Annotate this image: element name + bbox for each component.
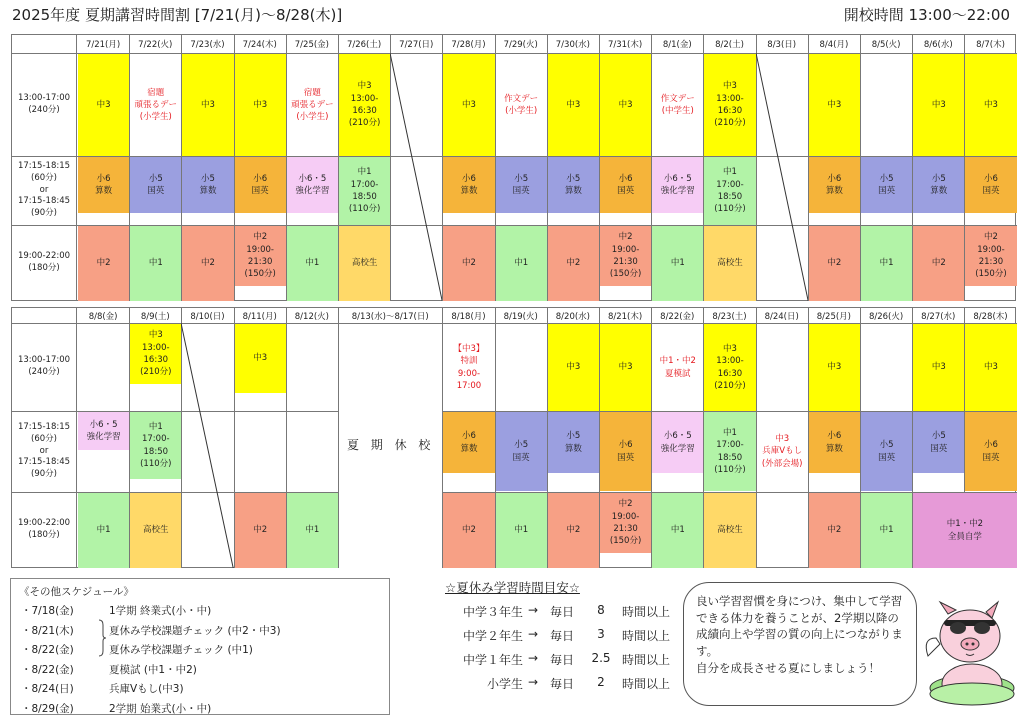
- class-cell: 高校生: [130, 493, 181, 568]
- class-cell: 中2: [182, 226, 233, 301]
- date-header: 7/24(木): [242, 40, 277, 50]
- date-header: 8/22(金): [660, 311, 695, 322]
- class-cell: 小6・5 強化学習: [287, 157, 338, 213]
- class-cell: 小6 算数: [443, 157, 494, 213]
- class-cell: 中1: [496, 226, 547, 301]
- summer-closure-label: 夏 期 休 校: [339, 324, 442, 568]
- date-header: 8/10(日): [190, 311, 225, 322]
- class-cell: 中1: [496, 493, 547, 568]
- guide-hours: 8: [597, 603, 605, 617]
- guide-grade: 中学２年生: [462, 629, 523, 643]
- date-header: 8/4(月): [819, 40, 849, 50]
- date-header: 7/25(金): [294, 40, 329, 50]
- class-cell: 小6 算数: [809, 157, 860, 213]
- schedule-desc: 1学期 終業式(小・中): [109, 605, 212, 617]
- class-cell: 中3: [235, 54, 286, 156]
- guide-unit: 時間以上: [622, 605, 671, 619]
- date-header: 8/27(水): [921, 311, 956, 322]
- page-title: 2025年度 夏期講習時間割 [7/21(月)～8/28(木)]: [12, 6, 343, 24]
- class-cell: 中2 19:00- 21:30 (150分): [600, 493, 651, 553]
- class-cell: 小6 国英: [235, 157, 286, 213]
- open-hours: 開校時間 13:00～22:00: [843, 6, 1010, 24]
- date-header: 8/3(日): [767, 40, 797, 50]
- date-header: 7/26(土): [346, 40, 382, 50]
- guide-freq: 毎日: [550, 629, 575, 643]
- date-header: 8/28(木): [973, 311, 1008, 322]
- date-header: 7/21(月): [85, 40, 121, 50]
- class-cell: 中3: [182, 54, 233, 156]
- class-cell: 宿題 頑張るデー (小学生): [134, 87, 178, 123]
- schedule-date: ・8/21(木): [21, 624, 74, 637]
- study-guide-title: ☆夏休み学習時間目安☆: [445, 580, 580, 595]
- class-cell: 中1 17:00- 18:50 (110分): [704, 157, 755, 225]
- other-schedule-box: [10, 578, 390, 715]
- date-header: 7/31(木): [607, 40, 643, 50]
- date-header: 7/30(水): [555, 40, 590, 50]
- class-cell: 中2: [809, 493, 860, 568]
- class-cell: 中1・中2 夏模試: [659, 356, 696, 379]
- date-header: 8/1(金): [662, 40, 692, 50]
- guide-arrow: →: [528, 651, 539, 665]
- schedule-date: ・8/24(日): [21, 683, 74, 695]
- class-cell: 小5 国英: [496, 412, 547, 491]
- class-cell: 中3 13:00- 16:30 (210分): [339, 54, 390, 156]
- class-cell: 中3: [809, 54, 860, 156]
- guide-hours: 3: [597, 627, 605, 641]
- date-header: 7/28(月): [451, 40, 486, 50]
- class-cell: 中3: [809, 324, 860, 411]
- date-header: 8/9(土): [140, 311, 170, 322]
- guide-freq: 毎日: [550, 605, 575, 619]
- time-slot-label: 17:15-18:15 (60分) or 17:15-18:45 (90分): [17, 421, 71, 480]
- class-cell: 中3 13:00- 16:30 (210分): [704, 54, 755, 156]
- class-cell: 中1: [652, 493, 703, 568]
- schedule-desc: 夏模試 (中1・中2): [109, 663, 197, 676]
- date-header: 8/12(火): [294, 311, 329, 322]
- date-header: 8/24(日): [764, 311, 799, 322]
- class-cell: 中3 13:00- 16:30 (210分): [130, 324, 181, 384]
- class-cell: 小5 国英: [861, 412, 912, 491]
- guide-arrow: →: [528, 627, 539, 641]
- schedule-date: ・8/22(金): [21, 663, 74, 676]
- schedule-date: ・7/18(金): [21, 605, 74, 617]
- class-cell: 中3: [443, 54, 494, 156]
- class-cell: 中1: [861, 493, 912, 568]
- guide-hours: 2: [597, 675, 605, 689]
- time-slot-label: 13:00-17:00 (240分): [17, 355, 71, 377]
- class-cell: 宿題 頑張るデー (小学生): [291, 87, 334, 123]
- class-cell: 小5 算数: [182, 157, 233, 213]
- date-header: 8/13(水)～8/17(日): [351, 311, 429, 322]
- guide-hours: 2.5: [591, 651, 611, 665]
- class-cell: 高校生: [704, 493, 755, 568]
- class-cell: 中3: [548, 54, 599, 156]
- class-cell: 小6 算数: [443, 412, 494, 473]
- class-cell: 中3 兵庫Vもし (外部会場): [761, 434, 803, 469]
- class-cell: 小6 国英: [965, 157, 1016, 213]
- class-cell: 小5 国英: [496, 157, 547, 213]
- pig-mascot-icon: [920, 598, 1018, 710]
- date-header: 8/5(火): [871, 40, 901, 50]
- date-header: 8/7(木): [976, 40, 1005, 50]
- class-cell: 中3 13:00- 16:30 (210分): [704, 324, 755, 411]
- class-cell: 小6・5 強化学習: [652, 157, 703, 213]
- class-cell: 小5 国英: [913, 412, 964, 473]
- class-cell: 中1 17:00- 18:50 (110分): [339, 157, 390, 225]
- class-cell: 中3: [913, 54, 964, 156]
- date-header: 8/23(土): [712, 311, 747, 322]
- closed-day-diagonal: [390, 53, 442, 301]
- guide-freq: 毎日: [550, 677, 575, 691]
- date-header: 8/18(月): [451, 311, 486, 322]
- date-header: 8/25(月): [816, 311, 851, 322]
- class-cell: 作文デー (中学生): [660, 93, 695, 116]
- schedule-desc: 夏休み学校課題チェック (中1): [109, 644, 253, 656]
- class-cell: 小5 算数: [913, 157, 964, 213]
- week2-schedule: [11, 307, 1016, 568]
- guide-unit: 時間以上: [622, 653, 671, 667]
- class-cell: 中3: [965, 324, 1016, 411]
- schedule-date: ・8/29(金): [21, 702, 74, 715]
- class-cell: 小6・5 強化学習: [652, 412, 703, 473]
- class-cell: 小5 算数: [548, 412, 599, 473]
- class-cell: 中2: [913, 226, 964, 301]
- class-cell: 中3: [548, 324, 599, 411]
- time-slot-label: 19:00-22:00 (180分): [17, 251, 71, 273]
- date-header: 8/26(火): [868, 311, 904, 322]
- date-header: 8/8(金): [88, 311, 118, 322]
- class-cell: 中3: [913, 324, 964, 411]
- class-cell: 中1 17:00- 18:50 (110分): [704, 412, 755, 491]
- date-header: 8/11(月): [242, 311, 277, 322]
- class-cell: 中3: [600, 324, 651, 411]
- time-slot-label: 17:15-18:15 (60分) or 17:15-18:45 (90分): [17, 160, 71, 219]
- class-cell: 中1: [287, 493, 338, 568]
- date-header: 7/23(水): [190, 40, 225, 50]
- class-cell: 小6 算数: [809, 412, 860, 473]
- bracket-icon: [97, 619, 107, 657]
- class-cell: 中3: [600, 54, 651, 156]
- guide-unit: 時間以上: [622, 629, 671, 643]
- date-header: 8/20(水): [555, 311, 590, 322]
- class-cell: 中1 17:00- 18:50 (110分): [130, 412, 181, 479]
- class-cell: 中3: [235, 324, 286, 393]
- time-slot-label: 13:00-17:00 (240分): [17, 92, 71, 115]
- class-cell: 中2: [235, 493, 286, 568]
- class-cell: 中2: [548, 226, 599, 301]
- message-text: 良い学習習慣を身につけ、集中して学習できる体力を養うことが、2学期以降の成績向上や学習の質の向上につながります。 自分を成長させる夏にしましょう！: [696, 594, 903, 675]
- class-cell: 小6 国英: [600, 412, 651, 491]
- guide-grade: 中学１年生: [462, 653, 523, 667]
- date-header: 7/27(日): [399, 40, 434, 50]
- class-cell: 高校生: [704, 226, 755, 301]
- class-cell: 作文デー (小学生): [504, 93, 539, 116]
- closed-day-diagonal: [181, 323, 233, 568]
- class-cell: 小5 国英: [861, 157, 912, 213]
- schedule-desc: 2学期 始業式(小・中): [109, 702, 212, 715]
- class-cell: 中3: [965, 54, 1016, 156]
- class-cell: 中2 19:00- 21:30 (150分): [600, 226, 651, 286]
- schedule-desc: 兵庫Vもし(中3): [109, 683, 184, 695]
- time-slot-label: 19:00-22:00 (180分): [17, 518, 71, 540]
- class-cell: 小6 国英: [965, 412, 1016, 491]
- date-header: 8/2(土): [715, 40, 744, 50]
- date-header: 8/6(水): [923, 40, 953, 50]
- class-cell: 小5 国英: [130, 157, 181, 213]
- date-header: 7/22(火): [138, 40, 173, 50]
- guide-arrow: →: [528, 675, 539, 689]
- class-cell: 中2: [443, 493, 494, 568]
- class-cell: 中2: [809, 226, 860, 301]
- date-header: 8/19(火): [503, 311, 538, 322]
- message-bubble: [683, 582, 917, 706]
- closed-day-diagonal: [756, 53, 808, 301]
- class-cell: 【中3】 特訓 9:00- 17:00: [453, 343, 485, 391]
- schedule-date: ・8/22(金): [21, 644, 74, 656]
- class-cell: 中1: [78, 493, 129, 568]
- class-cell: 小6 国英: [600, 157, 651, 213]
- class-cell: 中2 19:00- 21:30 (150分): [965, 226, 1016, 286]
- week1-schedule: [11, 34, 1016, 301]
- class-cell: 中1: [287, 226, 338, 301]
- guide-arrow: →: [528, 603, 539, 617]
- class-cell: 中2: [548, 493, 599, 568]
- class-cell: 中3: [78, 54, 129, 156]
- class-cell: 小6・5 強化学習: [78, 412, 129, 450]
- class-cell: 中2 19:00- 21:30 (150分): [235, 226, 286, 286]
- guide-grade: 小学生: [486, 677, 523, 691]
- class-cell: 中1: [861, 226, 912, 301]
- date-header: 8/21(木): [607, 311, 643, 322]
- class-cell: 中1・中2 全員自学: [913, 493, 1016, 568]
- class-cell: 中1: [652, 226, 703, 301]
- date-header: 7/29(火): [503, 40, 538, 50]
- class-cell: 中1: [130, 226, 181, 301]
- other-schedule-title: 《その他スケジュール》: [19, 586, 134, 598]
- class-cell: 高校生: [339, 226, 390, 301]
- class-cell: 中2: [78, 226, 129, 301]
- class-cell: 小6 算数: [78, 157, 129, 213]
- guide-freq: 毎日: [550, 653, 575, 667]
- class-cell: 中2: [443, 226, 494, 301]
- guide-unit: 時間以上: [622, 677, 671, 691]
- class-cell: 小5 算数: [548, 157, 599, 213]
- schedule-desc: 夏休み学校課題チェック (中2・中3): [109, 624, 281, 637]
- guide-grade: 中学３年生: [462, 605, 523, 619]
